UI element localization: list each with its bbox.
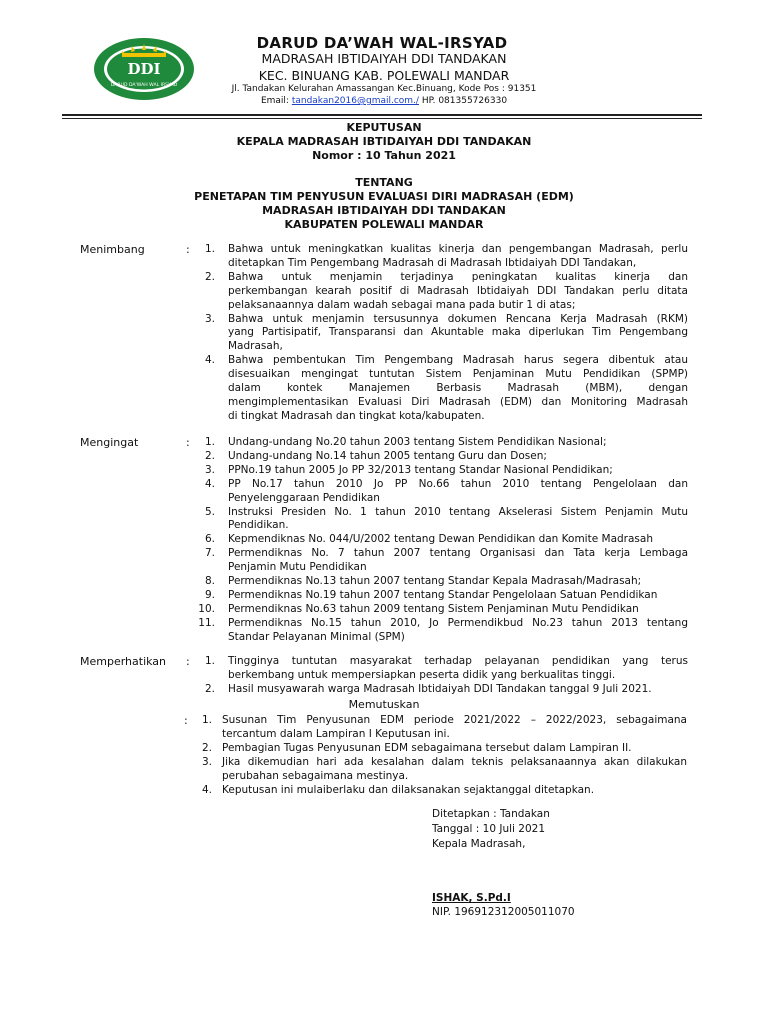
- mengingat-item-line: Undang-undang No.20 tahun 2003 tentang Sistem Pendidikan Nasional;: [228, 436, 607, 448]
- memutuskan-item-number: 3.: [201, 755, 212, 768]
- memutuskan-heading: Memutuskan: [348, 698, 420, 711]
- menimbang-item-number: 1.: [204, 243, 215, 255]
- org-name: DARUD DA’WAH WAL-IRSYAD: [256, 34, 508, 52]
- mengingat-item-number: 4.: [204, 477, 215, 490]
- mengingat-item-number: 9.: [204, 588, 215, 601]
- menimbang-item-line: Madrasah,: [228, 340, 283, 353]
- mengingat-item-number: 5.: [204, 505, 215, 518]
- menimbang-item-number: 3.: [204, 312, 215, 325]
- mengingat-item-line: PP No.17 tahun 2010 Jo PP No.66 tahun 2010 tentang Pengelolaan dan: [228, 477, 688, 490]
- email-label: Email:: [260, 96, 292, 106]
- memperhatikan-item-line: berkembang untuk mempersiapkan peserta didik yang berkualitas tinggi.: [228, 668, 616, 681]
- title-sub3: KABUPATEN POLEWALI MANDAR: [284, 218, 484, 231]
- school-address: Jl. Tandakan Kelurahan Amassangan Kec.Binuang, Kode Pos : 91351: [231, 84, 537, 94]
- memutuskan-item-line: perubahan sebagaimana mestinya.: [222, 769, 409, 782]
- mengingat-colon: :: [186, 436, 190, 449]
- mengingat-item-number: 3.: [204, 463, 215, 476]
- memutuskan-item-line: Jika dikemudian hari ada kesalahan dalam teknis pelaksanaannya akan dilakukan: [222, 755, 687, 768]
- school-name: MADRASAH IBTIDAIYAH DDI TANDAKAN: [261, 51, 507, 66]
- title-tentang: TENTANG: [355, 176, 413, 189]
- mengingat-item-line: Penjamin Mutu Pendidikan: [228, 561, 367, 574]
- header-rule-thin: [62, 118, 702, 119]
- title-kepala: KEPALA MADRASAH IBTIDAIYAH DDI TANDAKAN: [236, 135, 532, 148]
- menimbang-item-line: di tingkat Madrasah dan tingkat kota/kabupaten.: [228, 409, 485, 422]
- memutuskan-item-line: Keputusan ini mulaiberlaku dan dilaksanakan sejaktanggal ditetapkan.: [222, 783, 595, 796]
- sig-name: ISHAK, S.Pd.I: [432, 892, 511, 904]
- sig-jabatan: Kepala Madrasah,: [432, 838, 526, 850]
- mengingat-item-line: Permendiknas No.15 tahun 2010, Jo Permendikbud No.23 tahun 2013 tentang: [228, 616, 688, 629]
- title-sub2: MADRASAH IBTIDAIYAH DDI TANDAKAN: [262, 204, 506, 217]
- mengingat-item-number: 6.: [204, 533, 215, 546]
- mengingat-item-line: Permendiknas No. 7 tahun 2007 tentang Organisasi dan Tata kerja Lembaga: [228, 547, 688, 560]
- memutuskan-colon: :: [184, 714, 188, 727]
- header-rule: [62, 114, 702, 116]
- mengingat-label: Mengingat: [80, 436, 139, 449]
- phone: HP. 081355726330: [418, 96, 508, 106]
- logo-text: DDI: [127, 60, 161, 78]
- menimbang-item-line: dalam kontek Manajemen Berbasis Madrasah (MBM), dengan: [228, 382, 688, 394]
- memutuskan-item-line: Susunan Tim Penyusunan EDM periode 2021/2022 – 2022/2023, sebagaimana: [222, 714, 687, 726]
- menimbang-item-line: perkembangan kearah positif di Madrasah Ibtidaiyah DDI Tandakan perlu ditata: [228, 284, 688, 297]
- memperhatikan-item-number: 1.: [204, 655, 215, 667]
- menimbang-label: Menimbang: [80, 243, 145, 256]
- sig-nip: NIP. 196912312005011070: [432, 906, 575, 918]
- menimbang-item-line: Bahwa untuk menjamin tersusunnya dokumen Rencana Kerja Madrasah (RKM): [228, 312, 688, 325]
- memutuskan-item-number: 4.: [201, 783, 212, 796]
- logo-ring-text: DARUD DA'WAH WAL IRSYAD: [110, 83, 178, 88]
- mengingat-item-number: 11.: [198, 616, 215, 629]
- mengingat-item-line: Pendidikan.: [228, 519, 289, 532]
- memperhatikan-item-number: 2.: [204, 682, 215, 695]
- school-location: KEC. BINUANG KAB. POLEWALI MANDAR: [258, 68, 510, 83]
- mengingat-item-line: Penyelenggaraan Pendidikan: [228, 491, 380, 504]
- menimbang-colon: :: [186, 243, 190, 256]
- mengingat-item-number: 1.: [204, 436, 215, 448]
- menimbang-item-line: mengimplementasikan Evaluasi Diri Madrasah (EDM) dan Monitoring Madrasah: [228, 395, 688, 408]
- mengingat-item-line: Permendiknas No.19 tahun 2007 tentang Standar Pengelolaan Satuan Pendidikan: [228, 588, 658, 601]
- menimbang-item-line: pelaksanaannya dalam wadah sebagai mana pada butir 1 di atas;: [228, 298, 576, 311]
- menimbang-item-line: Bahwa untuk meningkatkan kualitas kinerja dan pengembangan Madrasah, perlu: [228, 243, 688, 255]
- menimbang-item-line: ditetapkan Tim Pengembang Madrasah di Madrasah Ibtidaiyah DDI Tandakan,: [228, 256, 637, 269]
- memutuskan-item-line: Pembagian Tugas Penyusunan EDM sebagaimana tersebut dalam Lampiran II.: [222, 741, 632, 754]
- sig-ditetapkan: Ditetapkan : Tandakan: [432, 808, 550, 820]
- mengingat-item-line: Undang-undang No.14 tahun 2005 tentang Guru dan Dosen;: [228, 449, 547, 462]
- mengingat-item-number: 8.: [204, 575, 215, 587]
- mengingat-item-line: Kepmendiknas No. 044/U/2002 tentang Dewan Pendidikan dan Komite Madrasah: [228, 533, 653, 546]
- mengingat-item-line: Permendiknas No.13 tahun 2007 tentang Standar Kepala Madrasah/Madrasah;: [228, 575, 642, 587]
- title-nomor: Nomor : 10 Tahun 2021: [312, 149, 456, 162]
- memutuskan-item-line: tercantum dalam Lampiran I Keputusan ini.: [222, 727, 450, 740]
- memperhatikan-item-line: Hasil musyawarah warga Madrasah Ibtidaiyah DDI Tandakan tanggal 9 Juli 2021.: [228, 682, 652, 695]
- email-link[interactable]: tandakan2016@gmail.com./: [291, 96, 419, 106]
- mengingat-item-number: 10.: [198, 602, 215, 615]
- mengingat-item-line: Permendiknas No.63 tahun 2009 tentang Sistem Penjaminan Mutu Pendidikan: [228, 602, 639, 615]
- menimbang-item-number: 4.: [204, 354, 215, 367]
- menimbang-item-line: Bahwa pembentukan Tim Pengembang Madrasah harus segera dibentuk atau: [228, 354, 688, 367]
- mengingat-item-line: Standar Pelayanan Minimal (SPM): [228, 630, 405, 643]
- memperhatikan-item-line: Tingginya tuntutan masyarakat terhadap pelayanan pendidikan yang terus: [228, 655, 688, 667]
- memutuskan-item-number: 1.: [201, 714, 212, 726]
- menimbang-item-line: yang Partisipatif, Transparansi dan Akuntable maka diperlukan Tim Pengembang: [228, 326, 688, 339]
- mengingat-item-line: Instruksi Presiden No. 1 tahun 2010 tentang Akselerasi Sistem Penjamin Mutu: [228, 505, 688, 518]
- mengingat-item-line: PPNo.19 tahun 2005 Jo PP 32/2013 tentang Standar Nasional Pendidikan;: [228, 463, 613, 476]
- mengingat-item-number: 2.: [204, 449, 215, 462]
- menimbang-item-line: disesuaikan mengingat tuntutan Sistem Penjaminan Mutu Pendidikan (SPMP): [228, 368, 688, 381]
- title-sub1: PENETAPAN TIM PENYUSUN EVALUASI DIRI MADRASAH (EDM): [194, 190, 574, 203]
- memperhatikan-label: Memperhatikan: [80, 655, 167, 668]
- mengingat-item-number: 7.: [204, 547, 215, 560]
- memutuskan-item-number: 2.: [201, 741, 212, 754]
- menimbang-item-line: Bahwa untuk menjamin terjadinya peningkatan kualitas kinerja dan: [228, 270, 688, 283]
- sig-tanggal: Tanggal : 10 Juli 2021: [432, 823, 546, 835]
- memperhatikan-colon: :: [186, 655, 190, 668]
- menimbang-item-number: 2.: [204, 270, 215, 283]
- title-keputusan: KEPUTUSAN: [346, 121, 422, 134]
- contact-line: [0, 96, 768, 106]
